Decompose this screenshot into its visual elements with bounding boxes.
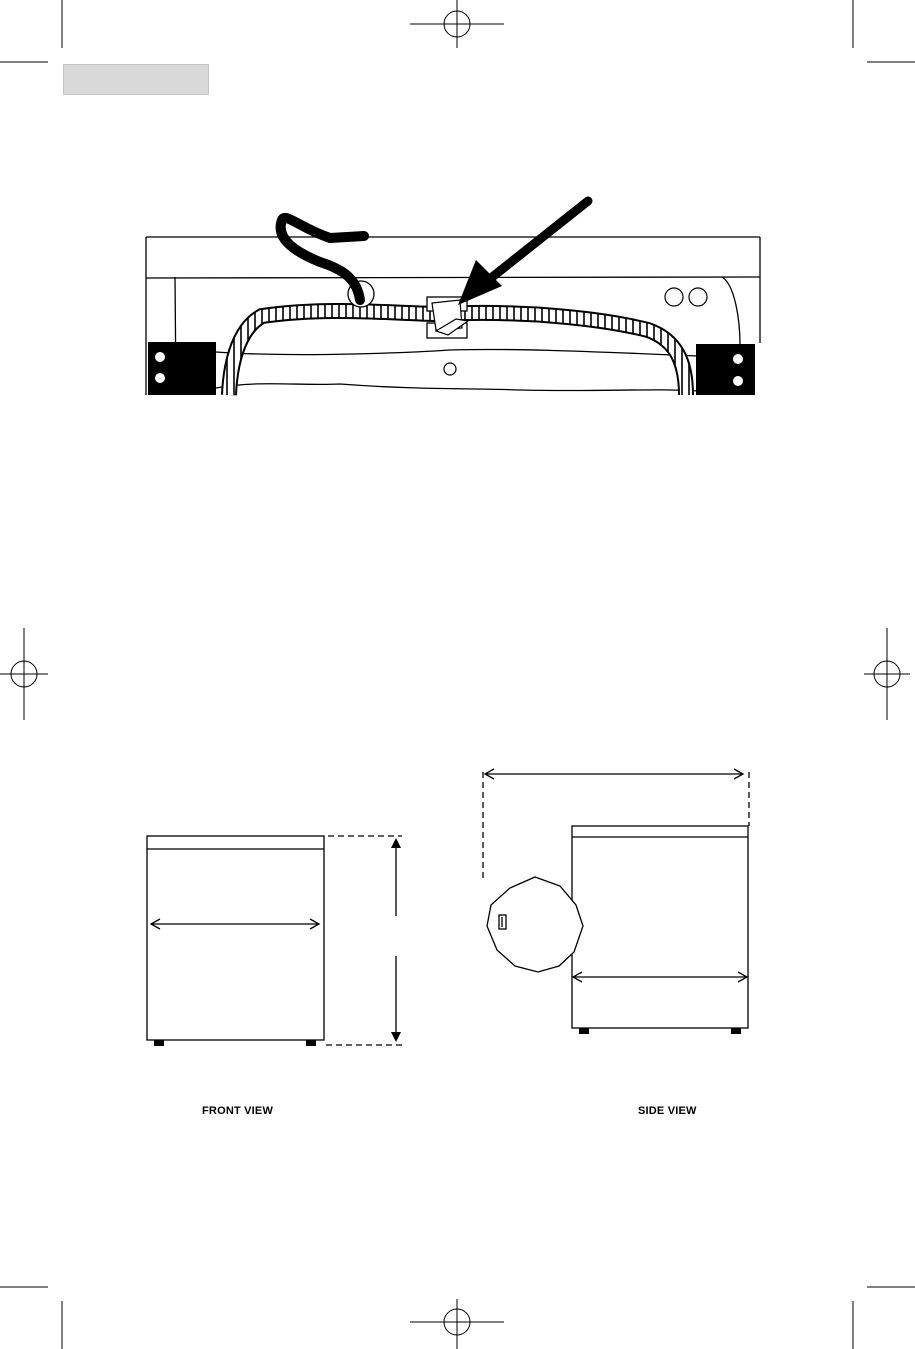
side-view-drawing [483, 769, 749, 1028]
side-foot-left [579, 1028, 589, 1034]
pointer-arrow [458, 201, 588, 305]
drain-plug [444, 363, 456, 375]
registration-mark-bottom [410, 1299, 504, 1349]
port-right-2 [689, 288, 707, 306]
side-view-label: SIDE VIEW [638, 1105, 697, 1117]
front-view-label: FRONT VIEW [202, 1105, 274, 1117]
front-foot-left [154, 1040, 164, 1046]
water-supply-line [281, 218, 364, 300]
right-bracket [696, 344, 755, 395]
registration-mark-right [864, 628, 910, 720]
port-right-1 [665, 288, 683, 306]
front-foot-right [306, 1040, 316, 1046]
rear-panel-illustration [146, 201, 760, 395]
registration-mark-top [410, 0, 504, 48]
registration-mark-left [0, 628, 48, 720]
left-bracket [148, 342, 216, 395]
front-view-drawing [147, 836, 402, 1045]
side-foot-right [731, 1028, 741, 1034]
